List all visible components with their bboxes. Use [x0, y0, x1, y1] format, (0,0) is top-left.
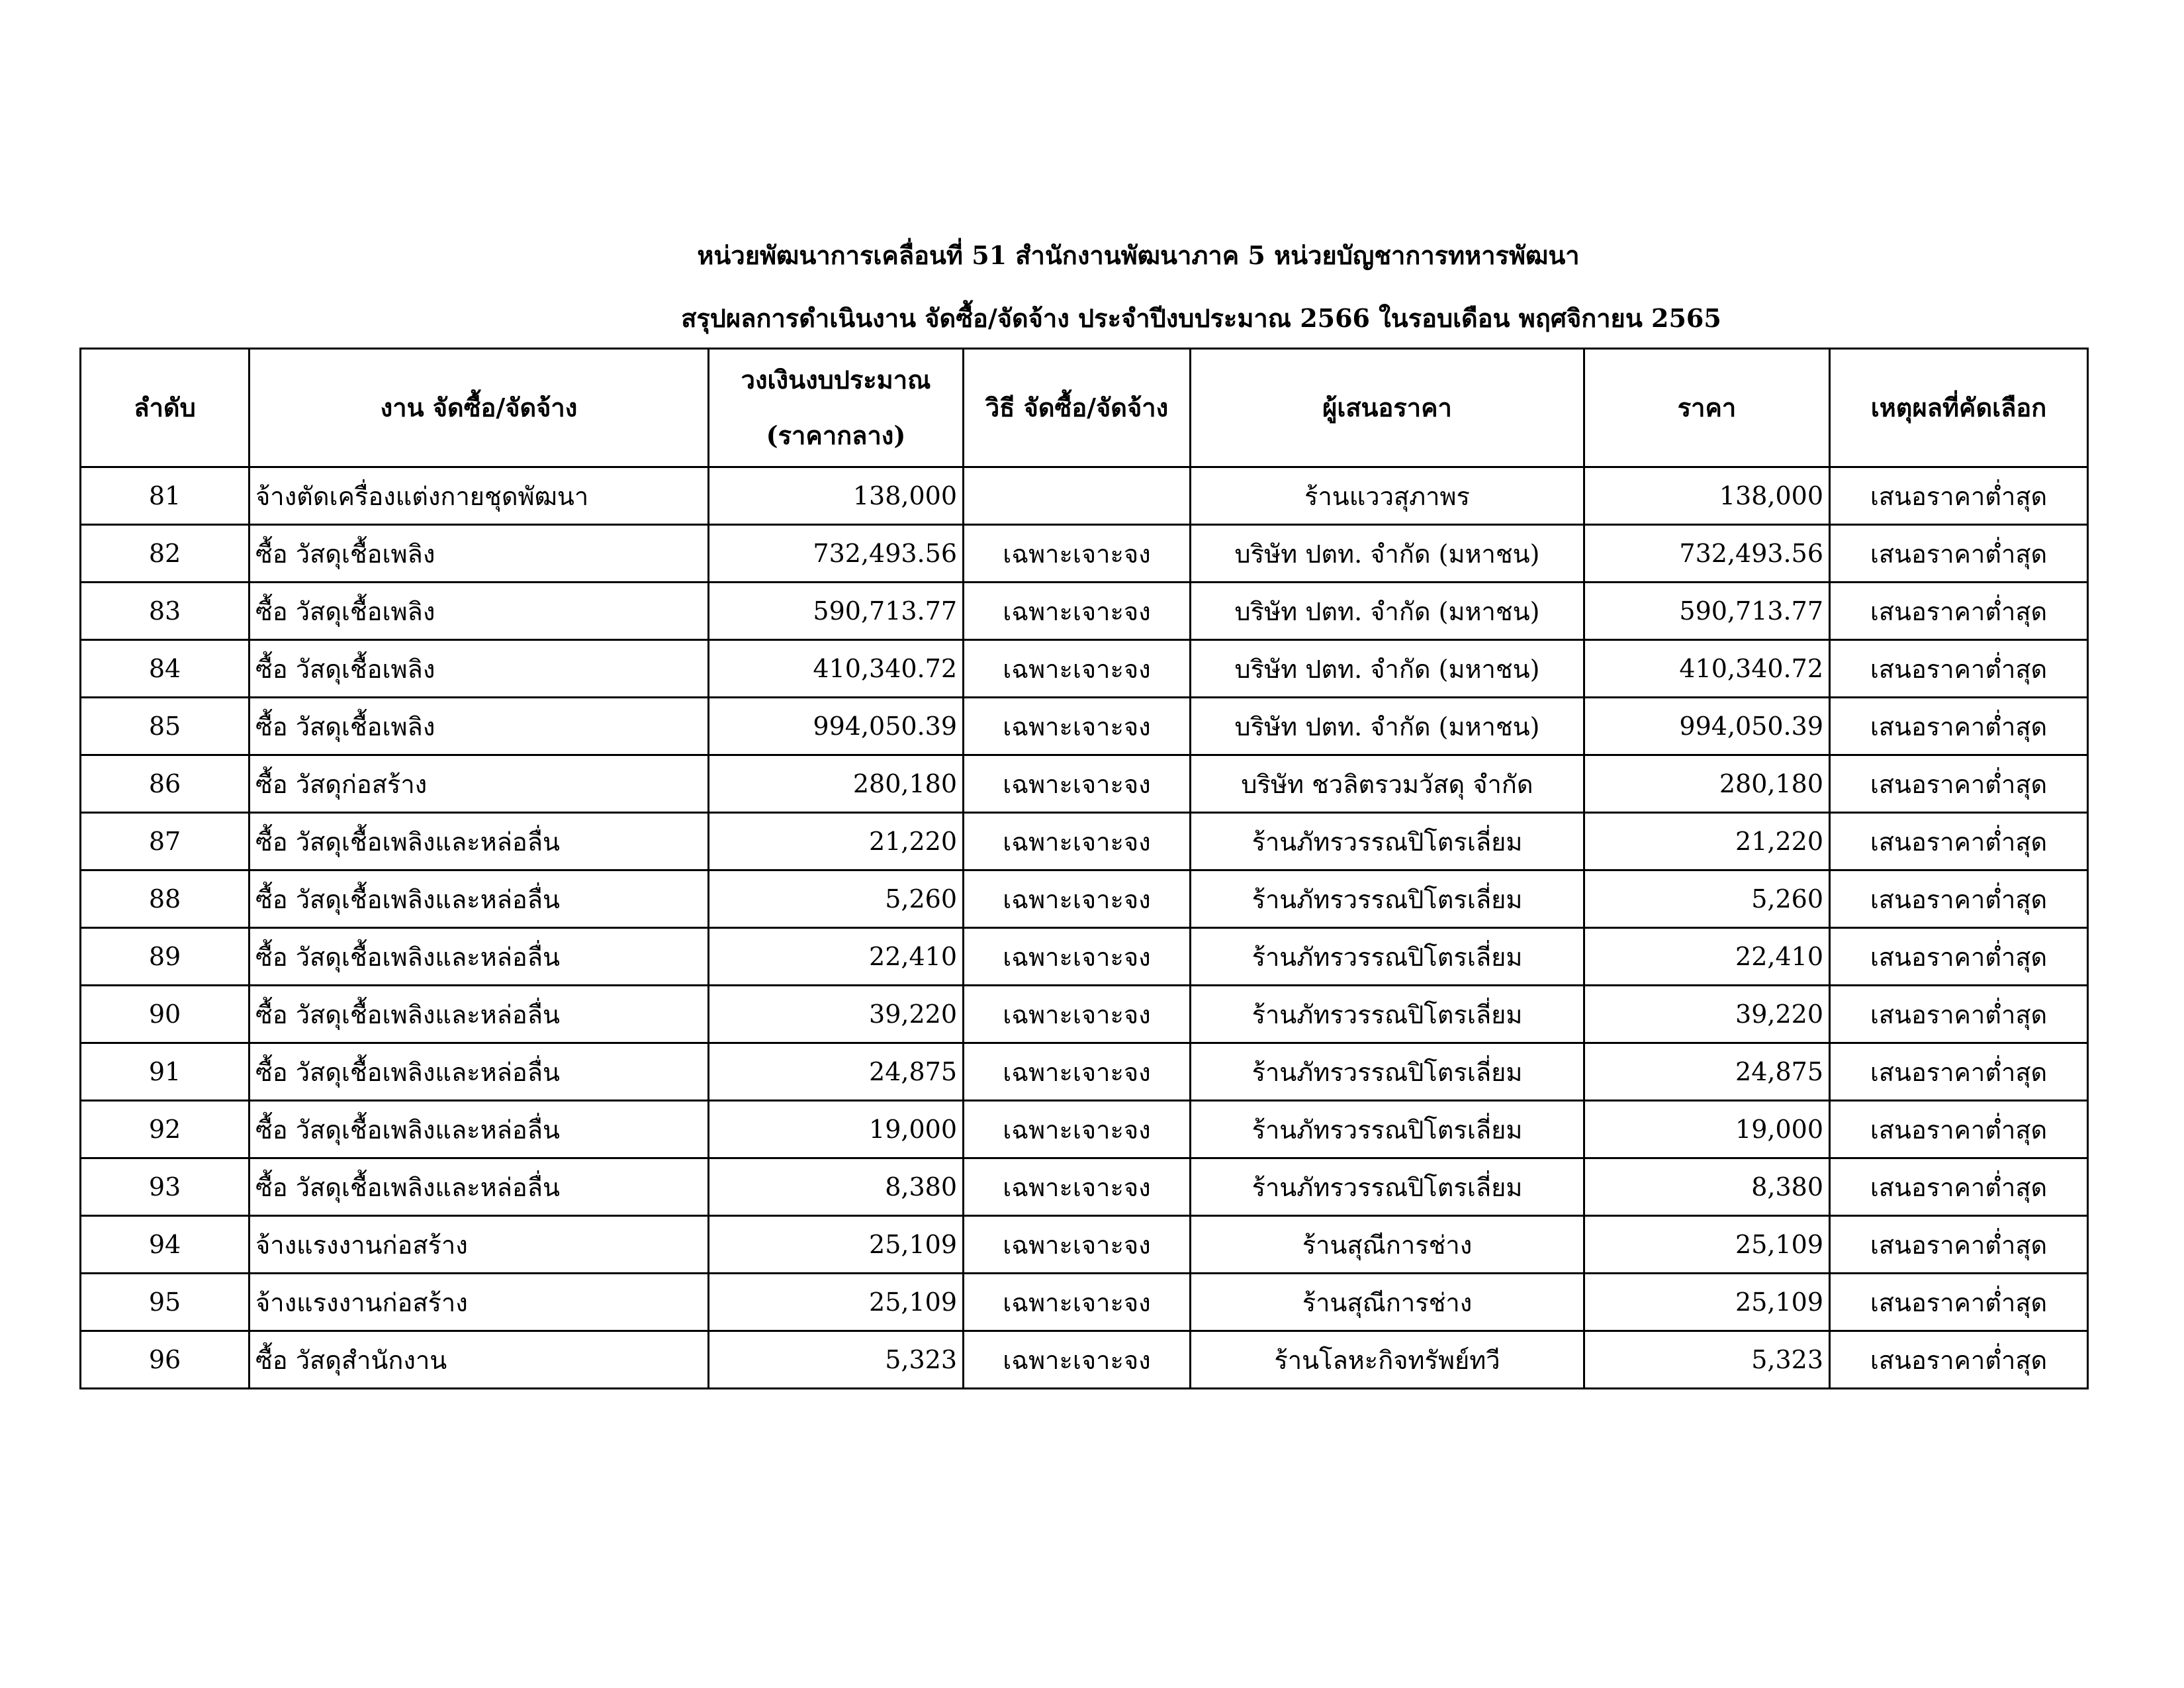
row-method: เฉพาะเจาะจง — [964, 698, 1191, 755]
row-price: 21,220 — [1584, 813, 1830, 870]
col-header-budget-line2: (ราคากลาง) — [766, 420, 906, 450]
table-row — [81, 1101, 2088, 1158]
row-method: เฉพาะเจาะจง — [964, 1274, 1191, 1331]
procurement-table — [79, 348, 2089, 1389]
row-price: 280,180 — [1584, 755, 1830, 813]
table-row — [81, 1216, 2088, 1274]
col-header-vendor: ผู้เสนอราคา — [1191, 349, 1584, 467]
row-price: 5,323 — [1584, 1331, 1830, 1389]
page-title: หน่วยพัฒนาการเคลื่อนที่ 51 สำนักงานพัฒนาภาค 5 หน่วยบัญชาการทหารพัฒนา — [697, 240, 1580, 270]
row-price: 590,713.77 — [1584, 583, 1830, 640]
row-vendor: บริษัท ปตท. จำกัด (มหาชน) — [1191, 640, 1584, 698]
row-vendor: ร้านภัทรวรรณปิโตรเลี่ยม — [1191, 1043, 1584, 1101]
row-number: 86 — [81, 755, 250, 813]
row-number: 83 — [81, 583, 250, 640]
table-row — [81, 755, 2088, 813]
row-vendor: ร้านภัทรวรรณปิโตรเลี่ยม — [1191, 928, 1584, 986]
table-body — [81, 467, 2088, 1389]
row-number: 96 — [81, 1331, 250, 1389]
col-header-budget — [709, 349, 964, 467]
col-header-item: งาน จัดซื้อ/จัดจ้าง — [250, 349, 709, 467]
row-item: จ้างแรงงานก่อสร้าง — [250, 1274, 709, 1331]
row-number: 88 — [81, 870, 250, 928]
table-row — [81, 1043, 2088, 1101]
table-row — [81, 698, 2088, 755]
row-method: เฉพาะเจาะจง — [964, 1043, 1191, 1101]
row-budget: 22,410 — [709, 928, 964, 986]
row-price: 138,000 — [1584, 467, 1830, 525]
row-item: จ้างแรงงานก่อสร้าง — [250, 1216, 709, 1274]
row-budget: 410,340.72 — [709, 640, 964, 698]
row-number: 90 — [81, 986, 250, 1043]
row-number: 89 — [81, 928, 250, 986]
row-number: 95 — [81, 1274, 250, 1331]
row-reason: เสนอราคาต่ำสุด — [1830, 1274, 2088, 1331]
table-row — [81, 986, 2088, 1043]
row-price: 39,220 — [1584, 986, 1830, 1043]
table-header-row — [81, 349, 2088, 467]
table-row — [81, 1158, 2088, 1216]
table-row — [81, 1331, 2088, 1389]
row-method: เฉพาะเจาะจง — [964, 755, 1191, 813]
row-reason: เสนอราคาต่ำสุด — [1830, 467, 2088, 525]
table-row — [81, 813, 2088, 870]
table-row — [81, 928, 2088, 986]
row-budget: 39,220 — [709, 986, 964, 1043]
row-item: ซื้อ วัสดุเชื้อเพลิงและหล่อลื่น — [250, 813, 709, 870]
row-number: 82 — [81, 525, 250, 583]
row-vendor: ร้านภัทรวรรณปิโตรเลี่ยม — [1191, 870, 1584, 928]
row-vendor: บริษัท ปตท. จำกัด (มหาชน) — [1191, 698, 1584, 755]
table-row — [81, 870, 2088, 928]
table-row — [81, 525, 2088, 583]
row-method — [964, 467, 1191, 525]
row-budget: 5,323 — [709, 1331, 964, 1389]
row-item: ซื้อ วัสดุเชื้อเพลิงและหล่อลื่น — [250, 928, 709, 986]
row-vendor: ร้านภัทรวรรณปิโตรเลี่ยม — [1191, 1101, 1584, 1158]
row-budget: 21,220 — [709, 813, 964, 870]
row-vendor: ร้านสุณีการช่าง — [1191, 1274, 1584, 1331]
row-number: 94 — [81, 1216, 250, 1274]
row-budget: 5,260 — [709, 870, 964, 928]
row-item: ซื้อ วัสดุสำนักงาน — [250, 1331, 709, 1389]
row-method: เฉพาะเจาะจง — [964, 1216, 1191, 1274]
row-reason: เสนอราคาต่ำสุด — [1830, 525, 2088, 583]
row-vendor: บริษัท ชวลิตรวมวัสดุ จำกัด — [1191, 755, 1584, 813]
row-item: ซื้อ วัสดุเชื้อเพลิง — [250, 640, 709, 698]
row-reason: เสนอราคาต่ำสุด — [1830, 870, 2088, 928]
table-row — [81, 640, 2088, 698]
row-price: 25,109 — [1584, 1216, 1830, 1274]
row-budget: 590,713.77 — [709, 583, 964, 640]
row-reason: เสนอราคาต่ำสุด — [1830, 583, 2088, 640]
row-method: เฉพาะเจาะจง — [964, 1101, 1191, 1158]
row-budget: 280,180 — [709, 755, 964, 813]
row-vendor: บริษัท ปตท. จำกัด (มหาชน) — [1191, 583, 1584, 640]
row-vendor: ร้านภัทรวรรณปิโตรเลี่ยม — [1191, 1158, 1584, 1216]
row-price: 732,493.56 — [1584, 525, 1830, 583]
row-reason: เสนอราคาต่ำสุด — [1830, 640, 2088, 698]
col-header-method: วิธี จัดซื้อ/จัดจ้าง — [964, 349, 1191, 467]
row-item: ซื้อ วัสดุเชื้อเพลิงและหล่อลื่น — [250, 1158, 709, 1216]
row-vendor: ร้านแววสุภาพร — [1191, 467, 1584, 525]
row-method: เฉพาะเจาะจง — [964, 1331, 1191, 1389]
row-method: เฉพาะเจาะจง — [964, 870, 1191, 928]
row-number: 92 — [81, 1101, 250, 1158]
row-item: ซื้อ วัสดุเชื้อเพลิงและหล่อลื่น — [250, 1043, 709, 1101]
row-item: ซื้อ วัสดุเชื้อเพลิง — [250, 583, 709, 640]
row-reason: เสนอราคาต่ำสุด — [1830, 1158, 2088, 1216]
row-method: เฉพาะเจาะจง — [964, 986, 1191, 1043]
row-number: 85 — [81, 698, 250, 755]
row-item: ซื้อ วัสดุก่อสร้าง — [250, 755, 709, 813]
row-price: 5,260 — [1584, 870, 1830, 928]
col-header-price: ราคา — [1584, 349, 1830, 467]
table-row — [81, 583, 2088, 640]
row-budget: 25,109 — [709, 1216, 964, 1274]
row-number: 81 — [81, 467, 250, 525]
row-method: เฉพาะเจาะจง — [964, 813, 1191, 870]
row-vendor: บริษัท ปตท. จำกัด (มหาชน) — [1191, 525, 1584, 583]
row-budget: 19,000 — [709, 1101, 964, 1158]
row-reason: เสนอราคาต่ำสุด — [1830, 1043, 2088, 1101]
col-header-num: ลำดับ — [81, 349, 250, 467]
row-reason: เสนอราคาต่ำสุด — [1830, 986, 2088, 1043]
row-reason: เสนอราคาต่ำสุด — [1830, 1101, 2088, 1158]
row-price: 19,000 — [1584, 1101, 1830, 1158]
row-item: ซื้อ วัสดุเชื้อเพลิงและหล่อลื่น — [250, 986, 709, 1043]
row-item: ซื้อ วัสดุเชื้อเพลิง — [250, 698, 709, 755]
row-budget: 138,000 — [709, 467, 964, 525]
page-subtitle: สรุปผลการดำเนินงาน จัดซื้อ/จัดจ้าง ประจำปีงบประมาณ 2566 ในรอบเดือน พฤศจิกายน 2565 — [681, 303, 1721, 333]
row-budget: 24,875 — [709, 1043, 964, 1101]
row-vendor: ร้านโลหะกิจทรัพย์ทวี — [1191, 1331, 1584, 1389]
table-row — [81, 467, 2088, 525]
row-budget: 732,493.56 — [709, 525, 964, 583]
row-budget: 994,050.39 — [709, 698, 964, 755]
row-reason: เสนอราคาต่ำสุด — [1830, 1331, 2088, 1389]
row-reason: เสนอราคาต่ำสุด — [1830, 928, 2088, 986]
row-vendor: ร้านภัทรวรรณปิโตรเลี่ยม — [1191, 986, 1584, 1043]
row-reason: เสนอราคาต่ำสุด — [1830, 698, 2088, 755]
row-item: ซื้อ วัสดุเชื้อเพลิง — [250, 525, 709, 583]
row-vendor: ร้านภัทรวรรณปิโตรเลี่ยม — [1191, 813, 1584, 870]
row-budget: 8,380 — [709, 1158, 964, 1216]
row-vendor: ร้านสุณีการช่าง — [1191, 1216, 1584, 1274]
row-number: 91 — [81, 1043, 250, 1101]
row-item: ซื้อ วัสดุเชื้อเพลิงและหล่อลื่น — [250, 870, 709, 928]
row-method: เฉพาะเจาะจง — [964, 928, 1191, 986]
row-method: เฉพาะเจาะจง — [964, 583, 1191, 640]
row-number: 84 — [81, 640, 250, 698]
row-item: ซื้อ วัสดุเชื้อเพลิงและหล่อลื่น — [250, 1101, 709, 1158]
row-item: จ้างตัดเครื่องแต่งกายชุดพัฒนา — [250, 467, 709, 525]
row-number: 87 — [81, 813, 250, 870]
row-number: 93 — [81, 1158, 250, 1216]
row-price: 25,109 — [1584, 1274, 1830, 1331]
row-method: เฉพาะเจาะจง — [964, 1158, 1191, 1216]
row-reason: เสนอราคาต่ำสุด — [1830, 1216, 2088, 1274]
row-price: 8,380 — [1584, 1158, 1830, 1216]
row-reason: เสนอราคาต่ำสุด — [1830, 813, 2088, 870]
row-price: 410,340.72 — [1584, 640, 1830, 698]
table-row — [81, 1274, 2088, 1331]
row-budget: 25,109 — [709, 1274, 964, 1331]
col-header-budget-line1: วงเงินงบประมาณ — [741, 365, 931, 395]
row-price: 24,875 — [1584, 1043, 1830, 1101]
row-reason: เสนอราคาต่ำสุด — [1830, 755, 2088, 813]
col-header-reason: เหตุผลที่คัดเลือก — [1830, 349, 2088, 467]
row-price: 994,050.39 — [1584, 698, 1830, 755]
row-method: เฉพาะเจาะจง — [964, 640, 1191, 698]
row-price: 22,410 — [1584, 928, 1830, 986]
row-method: เฉพาะเจาะจง — [964, 525, 1191, 583]
